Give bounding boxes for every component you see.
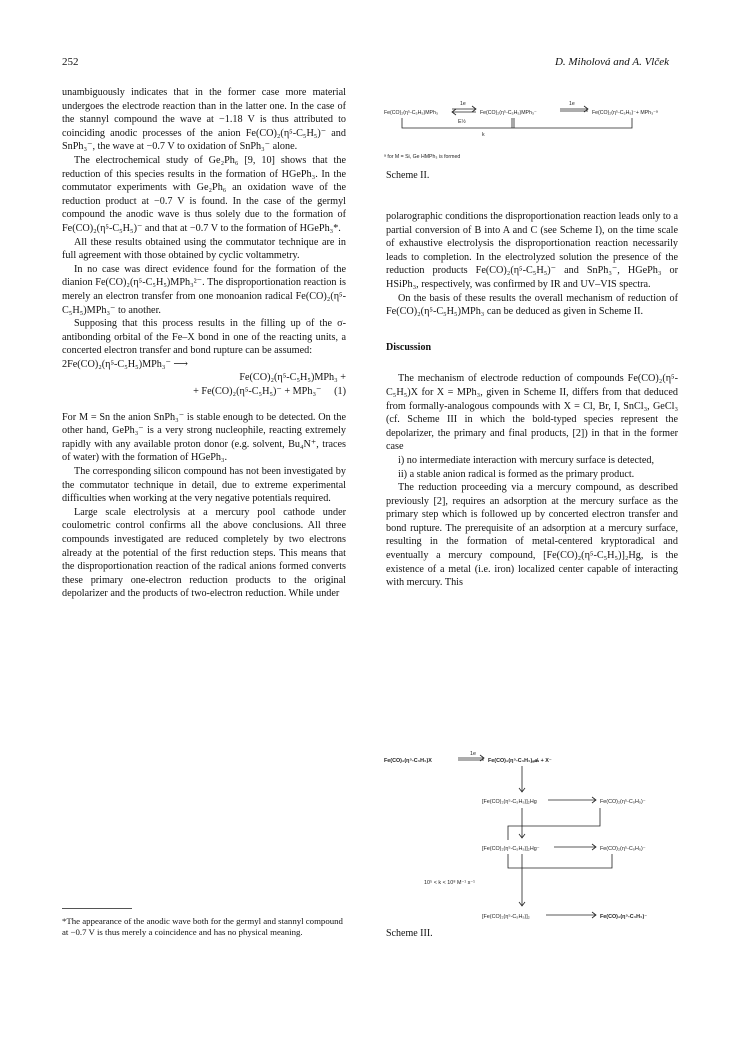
right-column (386, 210, 678, 590)
scheme3-anion2: Fe(CO)₂(η⁵-C₅H₅)⁻ (600, 846, 646, 852)
page-number: 252 (62, 56, 79, 68)
scheme3-arrow-label: 1e (470, 751, 476, 757)
paragraph: unambiguously indicates that in the former case more material undergoes the electrode reaction than in the latter one. In the case of the stannyl compound the wave at −1.18 V is thus attributed to coinciding anodic processes of the anion Fe(CO)₂(η⁵-C₅H₅)⁻ and SnPh₃⁻, the wave at −0.7 V to oxidation of SnPh₃⁻ alone. (62, 87, 346, 153)
scheme2-species-b: Fe(CO)₂(η⁵-C₅H₅)MPh₃⁻ (480, 110, 537, 116)
equation-line: 2Fe(CO)₂(η⁵-C₅H₅)MPh₃⁻ ⟶ (62, 358, 188, 370)
paragraph: The reduction proceeding via a mercury compound, as described previously [2], requires an adsorption at the mercury surface as the primary step which is followed up by concerted electron transfer and bond rupture. The prerequisite of an adsorption at a mercury surface, resulting in the formation of metal-centered kryptoradical and eventually a mercury compound, [Fe(CO)₂(η⁵-C₅H₅)]₂Hg, is the existence of a metal (i.e. iron) localized center capable of interacting with mercury. This (386, 482, 678, 589)
paragraph: In no case was direct evidence found for the formation of the dianion Fe(CO)₂(η⁵-C₅H₅)MPh₃²⁻. The disproportionation reaction is merely an electron transfer from one monoanion radical Fe(CO)₂(η⁵-C₅H₅)MPh₃⁻ to another. (62, 263, 346, 316)
paragraph: The electrochemical study of Ge₂Ph₆ [9, 10] shows that the reduction of this species results in the formation of HGePh₃. In the commutator experiments with Ge₂Ph₆ an oxidation wave of the reduction product at −0.7 V is found. In the case of the germyl compound the anodic wave is thus solely due to the formation of Fe(CO)₂(η⁵-C₅H₅)⁻ and that at −0.7 V to the formation of HGePh₃*. (62, 154, 346, 234)
scheme2-note: ᵃ for M = Si, Ge HMPh₃ is formed (384, 154, 461, 160)
scheme2-species-a: Fe(CO)₂(η⁵-C₅H₅)MPh₃ (384, 110, 438, 116)
scheme3-dimer: [Fe(CO)₂(η⁵-C₅H₅)]₂ (482, 914, 530, 920)
left-column (62, 86, 346, 601)
footnote: *The appearance of the anodic wave both for the germyl and stannyl compound at −0.7 V is thus merely a coincidence and has no physical meaning. (62, 916, 343, 937)
paragraph: The mechanism of electrode reduction of compounds Fe(CO)₂(η⁵-C₅H₅)X for X = MPh₃, given in Scheme II, differs from that deduced from formally-analogous compounds with X = Cl, Br, I, SnCl₃, GeCl₃ (cf. Scheme III in which the bold-typed species represent the depolarizer, the primary and final products, [2]) in that in the former case (386, 373, 678, 453)
scheme3-hg2: [Fe(CO)₂(η⁵-C₅H₅)]₂Hg⁻ (482, 846, 540, 852)
paragraph: Supposing that this process results in the filling up of the σ-antibonding orbital of the Fe–X bond in one of the reacting units, a concerted electron transfer and bond rupture can be assumed: (62, 318, 346, 357)
running-head-authors: D. Miholová and A. Vlček (554, 56, 669, 68)
paragraph: The corresponding silicon compound has not been investigated by the commutator technique in detail, due to extreme experimental difficulties when working at the very negative potentials required. (62, 466, 346, 505)
scheme-3-diagram (382, 750, 682, 926)
equation-number: (1) (334, 386, 346, 398)
scheme3-hg1: [Fe(CO)₂(η⁵-C₅H₅)]₂Hg (482, 799, 537, 805)
paragraph: All these results obtained using the commutator technique are in full agreement with those obtained by cyclic voltammetry. (62, 236, 346, 262)
equation-text: + Fe(CO)₂(η⁵-C₅H₅)⁻ + MPh₃⁻ (193, 386, 322, 398)
scheme2-arrow1-label: 1e (460, 101, 466, 107)
scheme3-start: Fe(CO)₂(η⁵-C₅H₅)X (384, 758, 432, 764)
scheme3-adsorbed: Fe(CO)₂(η⁵-C₅H₅)ₐ𝒹ₛ + X⁻ (488, 758, 552, 764)
paragraph: For M = Sn the anion SnPh₃⁻ is stable enough to be detected. On the other hand, GePh₃⁻ is a very strong nucleophile, reacting extremely rapidly with any available proton donor (e.g. solvent, Bu₄N⁺, traces of water) with the formation of HGePh₃. (62, 411, 346, 464)
scheme3-arrows (458, 755, 612, 918)
equation-line: Fe(CO)₂(η⁵-C₅H₅)MPh₃ + (239, 372, 346, 384)
section-heading-discussion: Discussion (386, 341, 432, 353)
scheme3-anion1: Fe(CO)₂(η⁵-C₅H₅)⁻ (600, 799, 646, 805)
footnote-rule (62, 908, 132, 909)
paragraph: Large scale electrolysis at a mercury pool cathode under coulometric control confirms all the above conclusions. All three compounds investigated are reduced completely by two electrons already at the potential of the first reduction steps. This means that the disproportionation reaction of the radical anions formed converts these primary one-electron reduction products to the original depolarizer and the products of two-electron reduction. While under (62, 506, 346, 600)
scheme3-rate: 10⁵ < k < 10⁸ M⁻¹ s⁻¹ (424, 880, 475, 886)
scheme-3-caption: Scheme III. (386, 928, 433, 939)
scheme2-k-label: k (482, 132, 485, 138)
scheme2-arrow2-label: 1e (569, 101, 575, 107)
paragraph: On the basis of these results the overall mechanism of reduction of Fe(CO)₂(η⁵-C₅H₅)MPh₃ can be deduced as given in Scheme II. (386, 292, 678, 318)
paragraph: i) no intermediate interaction with mercury surface is detected, (398, 454, 654, 466)
paragraph: polarographic conditions the disproportionation reaction leads only to a partial conversion of B into A and C (see Scheme I), on the time scale of exhaustive electrolysis the disproportionation reaction necessarily leads to completion. In the electrolyzed solution the presence of the reduction products Fe(CO)₂(η⁵-C₅H₅)⁻ and SnPh₃⁻, HGePh₃ or HSiPh₃, respectively, was confirmed by IR and UV–VIS spectra. (386, 211, 678, 290)
equation-line (62, 385, 346, 399)
scheme2-arrow1-sub: E½ (458, 119, 466, 125)
scheme-2-caption: Scheme II. (386, 170, 430, 181)
equation-1 (62, 358, 346, 399)
paragraph: ii) a stable anion radical is formed as the primary product. (398, 468, 635, 480)
scheme-2-diagram (382, 96, 682, 178)
scheme2-species-c: Fe(CO)₂(η⁵-C₅H₅)⁻+ MPh₃⁻ᵃ (592, 110, 658, 116)
scheme3-anion3: Fe(CO)₂(η⁵-C₅H₅)⁻ (600, 914, 648, 920)
